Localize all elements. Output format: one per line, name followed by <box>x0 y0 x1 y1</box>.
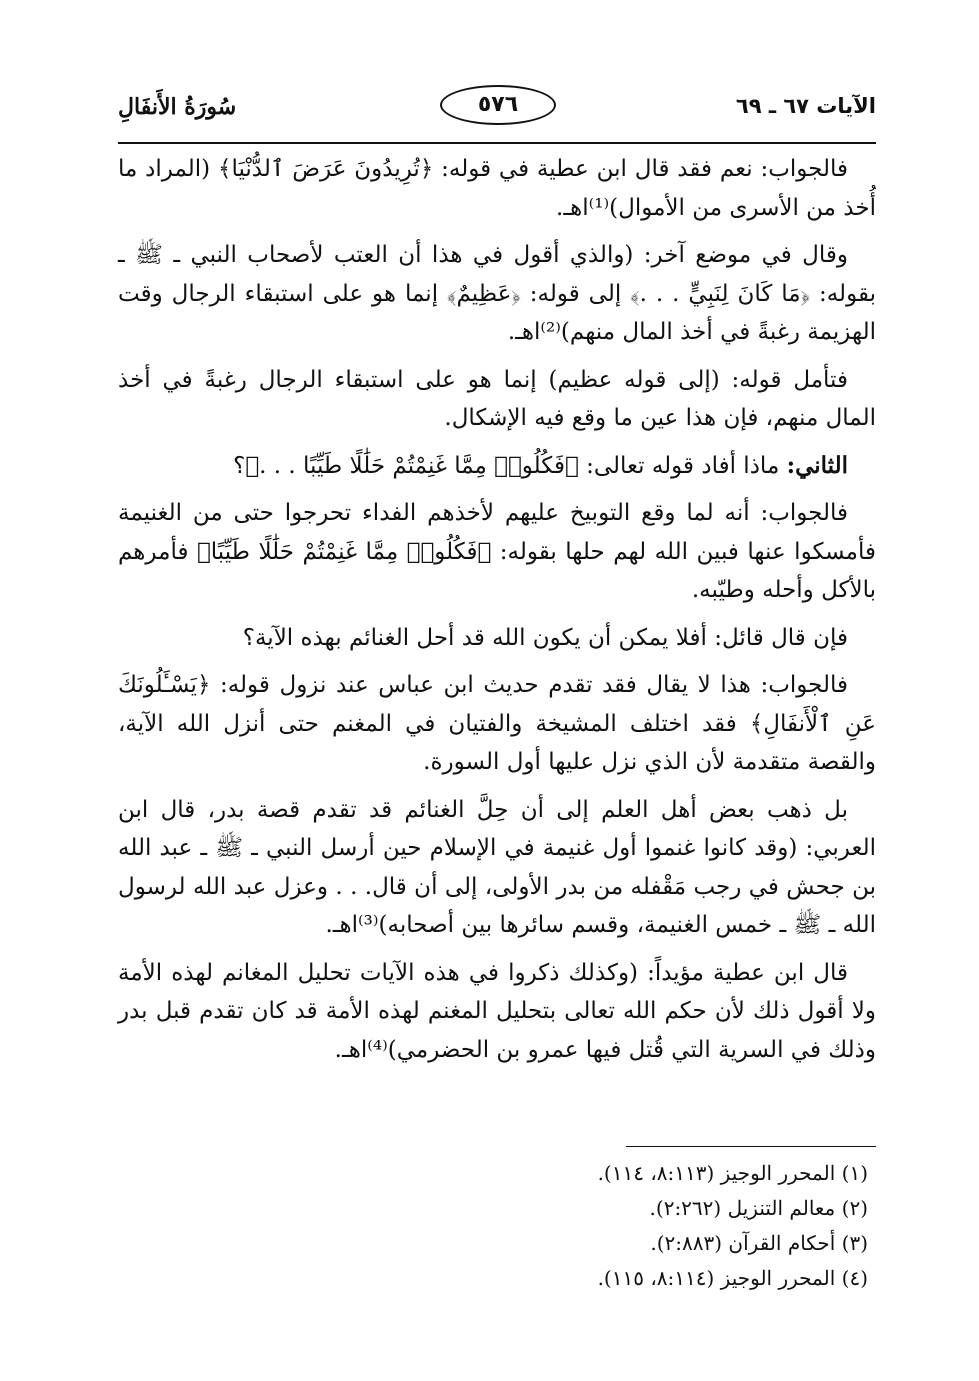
page-header <box>118 82 876 128</box>
header-divider <box>118 142 876 144</box>
paragraph: بل ذهب بعض أهل العلم إلى أن حِلَّ الغنائم قد تقدم قصة بدر، قال ابن العربي: (وقد كانوا غنموا أول غنيمة في الإسلام حين أرسل النبي ـ ﷺ ـ عبد الله بن جحش في رجب مَقْفله من بدر الأولى، إلى أن قال. . . وعزل عبد الله لرسول الله ـ ﷺ ـ خمس الغنيمة، وقسم سائرها بين أصحابه)⁽³⁾اهـ. <box>118 796 876 938</box>
footnote: (١) المحرر الوجيز (٨:١١٣، ١١٤). <box>597 1161 868 1185</box>
surah-title: سُورَةُ الأَنفَالِ <box>118 94 237 120</box>
verse-range: الآيات ٦٧ ـ ٦٩ <box>735 94 876 118</box>
footnote: (٤) المحرر الوجيز (٨:١١٤، ١١٥). <box>597 1266 868 1290</box>
main-text <box>118 150 876 1078</box>
paragraph: فإن قال قائل: أفلا يمكن أن يكون الله قد أحل الغنائم بهذه الآية؟ <box>242 624 848 651</box>
paragraph: قال ابن عطية مؤيداً: (وكذلك ذكروا في هذه الآيات تحليل المغانم لهذه الأمة ولا أقول ذلك لأن حكم الله تعالى بتحليل المغنم لهذه الأمة قد كان تقدم قبل بدر وذلك في السرية التي قُتل فيها عمرو بن الحضرمي)⁽⁴⁾اهـ. <box>118 959 876 1063</box>
paragraph: فالجواب: هذا لا يقال فقد تقدم حديث ابن عباس عند نزول قوله: ﴿يَسْـَٔلُونَكَ عَنِ ٱلْأَنفَالِ﴾ فقد اختلف المشيخة والفتيان في المغنم حتى أنزل الله الآية، والقصة متقدمة لأن الذي نزل عليها أول السورة. <box>118 672 876 775</box>
footnote: (٢) معالم التنزيل (٢:٢٦٢). <box>649 1196 868 1220</box>
footnotes <box>118 1156 876 1296</box>
footnote-divider <box>626 1146 876 1147</box>
footnote: (٣) أحكام القرآن (٢:٨٨٣). <box>650 1231 868 1255</box>
paragraph: فالجواب: نعم فقد قال ابن عطية في قوله: ﴿تُرِيدُونَ عَرَضَ ٱلدُّنْيَا﴾ (المراد ما أُخذ من الأسرى من الأموال)⁽¹⁾اهـ. <box>118 156 876 221</box>
paragraph: فالجواب: أنه لما وقع التوبيخ عليهم لأخذهم الفداء تحرجوا حتى من الغنيمة فأمسكوا عنها فبين الله لهم حلها بقوله: ﴿فَكُلُوا۟ مِمَّا غَنِمْتُمْ حَلَٰلًا طَيِّبًا﴾ فأمرهم بالأكل وأحله وطيّبه. <box>118 500 876 603</box>
paragraph: الثاني: ماذا أفاد قوله تعالى: ﴿فَكُلُوا۟ مِمَّا غَنِمْتُمْ حَلَٰلًا طَيِّبًا . . .﴾؟ <box>233 451 848 479</box>
paragraph: وقال في موضع آخر: (والذي أقول في هذا أن العتب لأصحاب النبي ـ ﷺ ـ بقوله: ﴿مَا كَانَ لِنَبِيٍّ . . .﴾ إلى قوله: ﴿عَظِيمٌ﴾ إنما هو على استبقاء الرجال وقت الهزيمة رغبةً في أخذ المال منهم)⁽²⁾اهـ. <box>118 242 876 345</box>
paragraph: فتأمل قوله: (إلى قوله عظيم) إنما هو على استبقاء الرجال رغبةً في أخذ المال منهم، فإن هذا عين ما وقع فيه الإشكال. <box>118 366 876 431</box>
page-number: ٥٧٦ <box>440 85 556 125</box>
